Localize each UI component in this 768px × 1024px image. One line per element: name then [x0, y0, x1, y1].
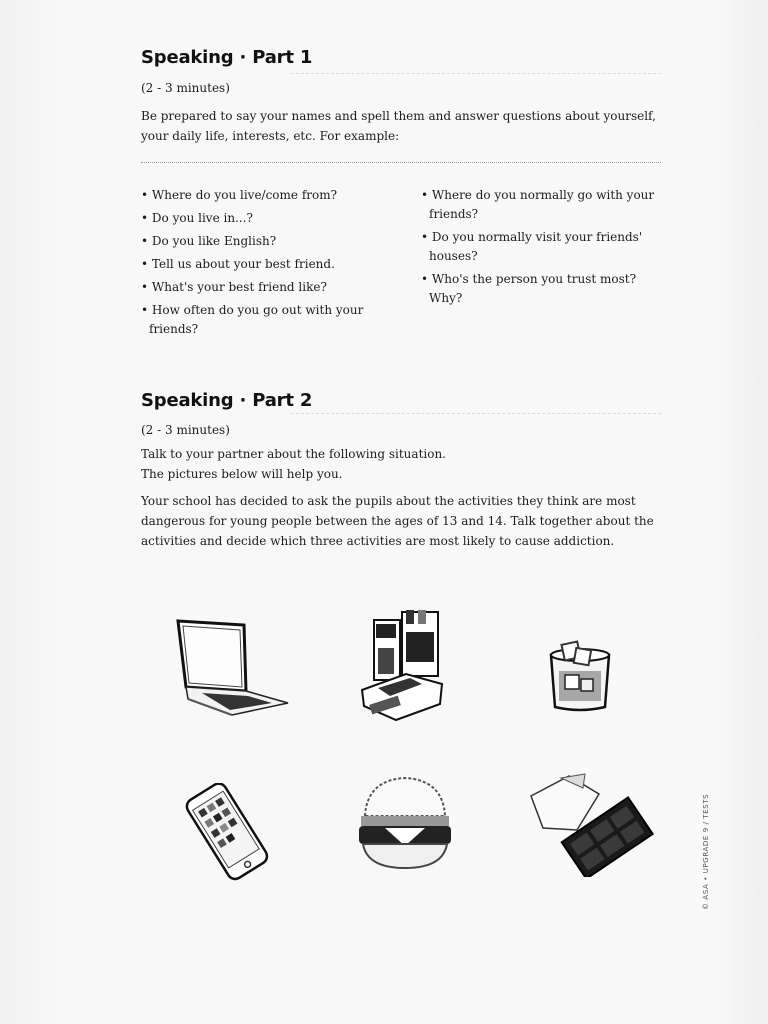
question-item: • Do you like English? [141, 232, 411, 251]
question-item: • Do you normally visit your friends' houses? [421, 228, 671, 266]
part2-task: Your school has decided to ask the pupils about the activities they think are most dangerous for young people between the ages of 13 and 14. Talk together about the activities and decide which three activities are most likely to cause addiction. [141, 494, 654, 548]
part1-duration: (2 - 3 minutes) [141, 81, 230, 95]
part1-questions-right [421, 186, 671, 312]
question-item: • Where do you normally go with your friends? [421, 186, 671, 224]
smartphone-icon [178, 783, 278, 883]
part2-duration: (2 - 3 minutes) [141, 423, 230, 437]
part1-title-rule [291, 73, 661, 74]
chocolate-icon [525, 772, 655, 877]
question-item: • Who's the person you trust most? Why? [421, 270, 671, 308]
cigarettes-icon [360, 608, 450, 723]
part1-intro: Be prepared to say your names and spell them and answer questions about yourself, your daily life, interests, etc. For example: [141, 109, 656, 143]
question-item: • How often do you go out with your friends? [141, 301, 411, 339]
question-item: • Where do you live/come from? [141, 186, 411, 205]
part1-questions-left [141, 186, 411, 343]
question-item: • Do you live in...? [141, 209, 411, 228]
laptop-icon [172, 615, 292, 720]
part2-title-rule [291, 413, 661, 414]
part1-title: Speaking · Part 1 [141, 47, 313, 68]
part2-instruction-2: The pictures below will help you. [141, 467, 343, 481]
part2-title: Speaking · Part 2 [141, 390, 313, 411]
side-credit: © ASA • UPGRADE 9 / TESTS [702, 793, 710, 910]
part1-divider [141, 162, 661, 163]
question-item: • Tell us about your best friend. [141, 255, 411, 274]
burger-icon [355, 772, 455, 877]
part2-instruction-1: Talk to your partner about the following situation. [141, 447, 446, 461]
question-item: • What's your best friend like? [141, 278, 411, 297]
alcohol-glass-icon [545, 635, 615, 715]
